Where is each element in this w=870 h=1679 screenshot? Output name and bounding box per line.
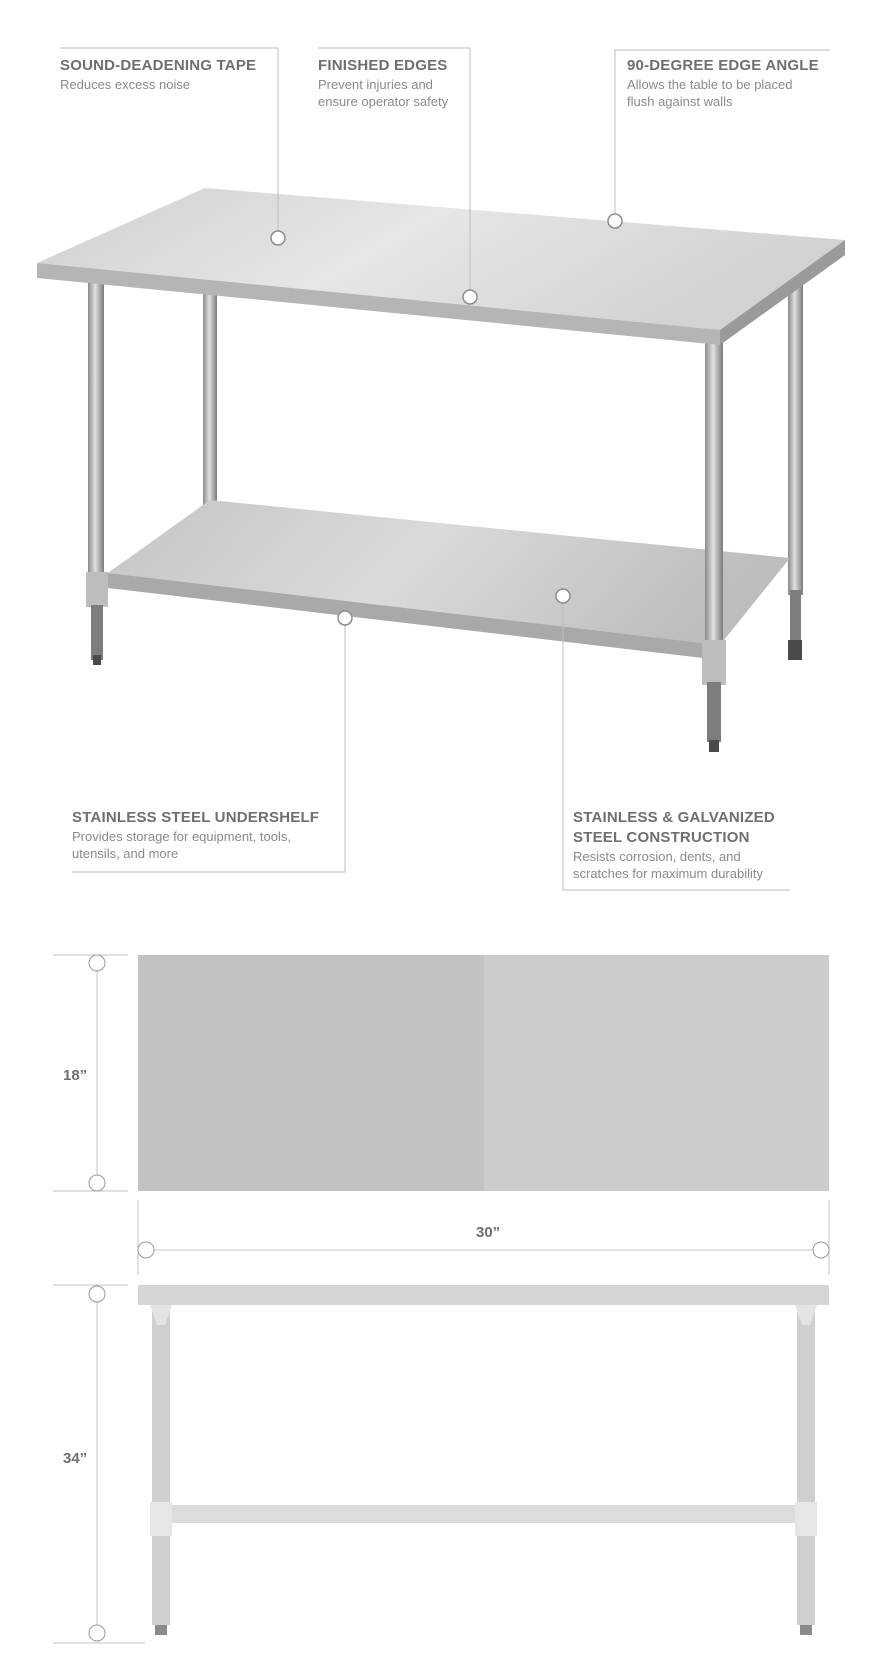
callout-marker bbox=[271, 231, 285, 245]
table-foot bbox=[709, 740, 719, 752]
callout-marker bbox=[608, 214, 622, 228]
height-label: 34” bbox=[63, 1450, 88, 1467]
front-view-leg bbox=[152, 1305, 170, 1625]
table-foot bbox=[788, 640, 802, 660]
table-leg bbox=[705, 340, 723, 660]
front-view-gusset bbox=[795, 1305, 817, 1325]
table-foot bbox=[790, 590, 801, 645]
width-label: 30” bbox=[476, 1224, 501, 1241]
callout-title: STEEL CONSTRUCTION bbox=[573, 829, 750, 846]
callout-sound-deadening-tape bbox=[60, 56, 256, 93]
front-view-undershelf bbox=[172, 1505, 795, 1523]
callout-title: FINISHED EDGES bbox=[318, 57, 448, 74]
callout-marker bbox=[463, 290, 477, 304]
callout-marker bbox=[338, 611, 352, 625]
table-leg bbox=[88, 282, 104, 592]
callout-desc: Prevent injuries and bbox=[318, 77, 433, 92]
callout-desc: Allows the table to be placed bbox=[627, 77, 793, 92]
depth-label: 18” bbox=[63, 1067, 88, 1084]
callout-desc: Reduces excess noise bbox=[60, 77, 191, 92]
callout-desc: Resists corrosion, dents, and bbox=[573, 849, 741, 864]
front-view-gusset bbox=[150, 1305, 172, 1325]
front-view-top bbox=[138, 1285, 829, 1305]
front-view-foot bbox=[155, 1625, 167, 1635]
callout-90-degree-edge-angle bbox=[627, 56, 819, 110]
table-leg bbox=[788, 285, 803, 595]
front-view-shelf-gusset bbox=[795, 1502, 817, 1536]
front-view-leg bbox=[797, 1305, 815, 1625]
callout-desc: scratches for maximum durability bbox=[573, 866, 763, 881]
table-foot bbox=[93, 655, 101, 665]
table-leg bbox=[203, 290, 217, 505]
callout-desc: utensils, and more bbox=[72, 846, 179, 861]
callout-title: 90-DEGREE EDGE ANGLE bbox=[627, 57, 819, 74]
callout-stainless-galvanized-construction bbox=[573, 808, 775, 882]
front-view-shelf-gusset bbox=[150, 1502, 172, 1536]
leg-gusset bbox=[86, 572, 108, 607]
callout-title: STAINLESS & GALVANIZED bbox=[573, 809, 775, 826]
callout-marker bbox=[556, 589, 570, 603]
callout-title: SOUND-DEADENING TAPE bbox=[60, 57, 257, 74]
callout-stainless-steel-undershelf bbox=[72, 808, 319, 862]
top-view-left-half bbox=[138, 955, 484, 1191]
leg-gusset bbox=[702, 640, 726, 685]
callout-title: STAINLESS STEEL UNDERSHELF bbox=[72, 809, 320, 826]
callout-desc: ensure operator safety bbox=[318, 94, 449, 109]
callout-desc: Provides storage for equipment, tools, bbox=[72, 829, 291, 844]
table-foot bbox=[91, 605, 103, 660]
front-view-foot bbox=[800, 1625, 812, 1635]
callout-finished-edges bbox=[318, 56, 448, 110]
table-foot bbox=[707, 682, 721, 742]
top-view-right-half bbox=[484, 955, 829, 1191]
callout-desc: flush against walls bbox=[627, 94, 733, 109]
